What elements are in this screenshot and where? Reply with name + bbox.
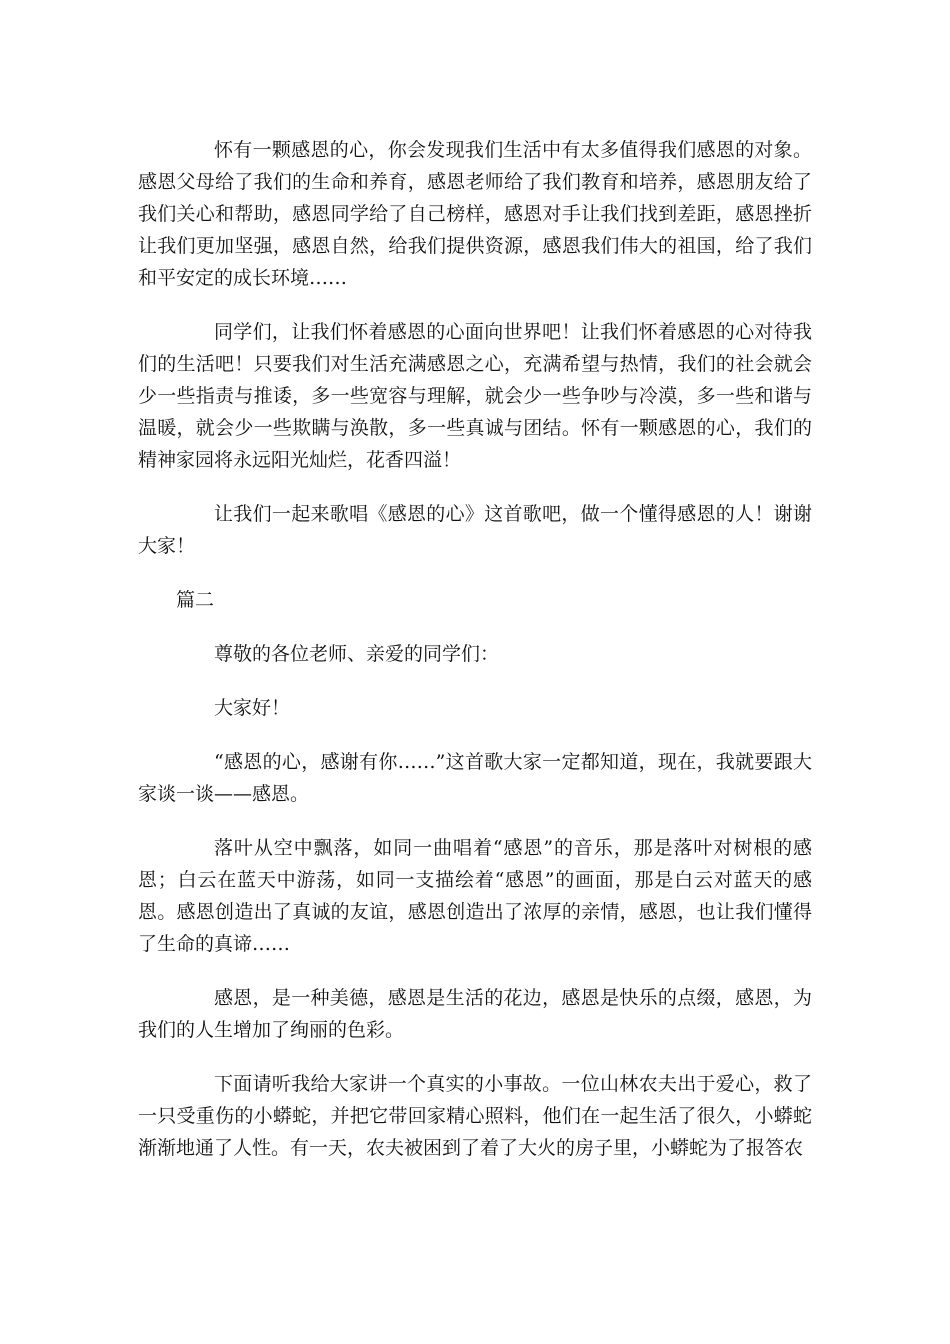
document-body [138,134,812,1164]
paragraph-gap [138,810,812,832]
paragraph-gap [138,670,812,692]
paragraph-virtue: 感恩，是一种美德，感恩是生活的花边，感恩是快乐的点缀，感恩，为我们的人生增加了绚丽的色彩。 [138,987,812,1041]
paragraph-gap [138,294,812,316]
hello-line: 大家好！ [214,697,291,719]
paragraph-gap [138,724,812,746]
paragraph-gratitude-objects: 怀有一颗感恩的心，你会发现我们生活中有太多值得我们感恩的对象。感恩父母给了我们的生命和养育，感恩老师给了我们教育和培养，感恩朋友给了我们关心和帮助，感恩同学给了自己榜样，感恩对手让我们找到差距，感恩挫折让我们更加坚强，感恩自然，给我们提供资源，感恩我们伟大的祖国，给了我们和平安定的成长环境…… [138,139,812,289]
greeting-line: 尊敬的各位老师、亲爱的同学们： [214,643,500,665]
paragraph-story: 下面请听我给大家讲一个真实的小事故。一位山林农夫出于爱心，救了一只受重伤的小蟒蛇，并把它带回家精心照料，他们在一起生活了很久，小蟒蛇渐渐地通了人性。有一天，农夫被困到了着了大火的房子里，小蟒蛇为了报答农 [138,1073,812,1159]
section-title: 篇二 [176,589,215,611]
paragraph-gap [138,960,812,982]
paragraph-gap [138,562,812,584]
paragraph-song-intro: “感恩的心，感谢有你……”这首歌大家一定都知道，现在，我就要跟大家谈一谈——感恩。 [138,751,812,805]
paragraph-closing-song: 让我们一起来歌唱《感恩的心》这首歌吧，做一个懂得感恩的人！谢谢大家！ [138,503,812,557]
paragraph-leaves-clouds: 落叶从空中飘落，如同一曲唱着“感恩”的音乐，那是落叶对树根的感恩；白云在蓝天中游荡，如同一支描绘着“感恩”的画面，那是白云对蓝天的感恩。感恩创造出了真诚的友谊，感恩创造出了浓厚的亲情，感恩，也让我们懂得了生命的真谛…… [138,837,812,955]
paragraph-gap [138,616,812,638]
paragraph-gap [138,476,812,498]
paragraph-call-to-classmates: 同学们，让我们怀着感恩的心面向世界吧！让我们怀着感恩的心对待我们的生活吧！只要我们对生活充满感恩之心，充满希望与热情，我们的社会就会少一些指责与推诿，多一些宽容与理解，就会少一些争吵与冷漠，多一些和谐与温暖，就会少一些欺瞒与涣散，多一些真诚与团结。怀有一颗感恩的心，我们的精神家园将永远阳光灿烂，花香四溢！ [138,321,812,471]
paragraph-gap [138,1046,812,1068]
